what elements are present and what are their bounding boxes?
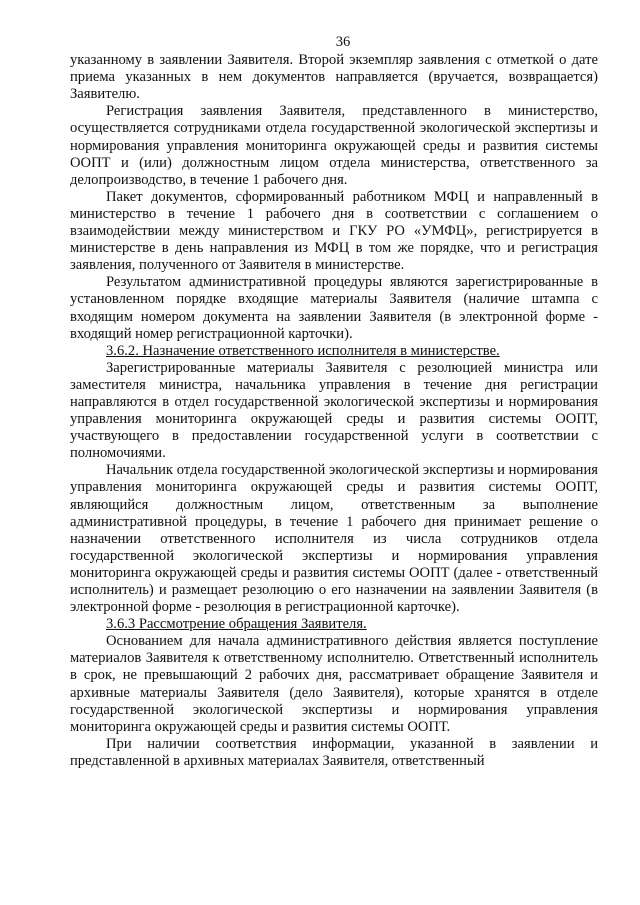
paragraph-registration: Регистрация заявления Заявителя, представленного в министерство, осуществляется сотрудниками отдела государственной экологической экспертизы и нормирования управления мониторинга окружающей среды и развития системы ООПТ и (или) должностным лицом отдела министерства, ответственного за делопроизводство, в течение 1 рабочего дня. <box>70 103 598 188</box>
section-heading-3-6-3: 3.6.3 Рассмотрение обращения Заявителя. <box>106 616 367 633</box>
paragraph-registered-materials: Зарегистрированные материалы Заявителя с резолюцией министра или заместителя министра, начальника управления в течение дня регистрации направляются в отдел государственной экологической экспертизы и нормирования управления мониторинга окружающей среды и развития системы ООПТ, участвующего в предоставлении государственной услуги в соответствии с полномочиями. <box>70 359 598 462</box>
paragraph-continuation: указанному в заявлении Заявителя. Второй экземпляр заявления с отметкой о дате приема указанных в нем документов направляется (вручается, возвращается) Заявителю. <box>70 52 598 103</box>
paragraph-correspondence: При наличии соответствия информации, указанной в заявлении и представленной в архивных материалах Заявителя, ответственный <box>70 735 598 769</box>
paragraph-procedure-result: Результатом административной процедуры являются зарегистрированные в установленном порядке входящие материалы Заявителя (наличие штампа с входящим номером документа на заявлении Заявителя (в электронной форме - входящий номер регистрационной карточки). <box>70 274 598 342</box>
paragraph-mfc-package: Пакет документов, сформированный работником МФЦ и направленный в министерство в течение 1 рабочего дня в соответствии с соглашением о взаимодействии между министерством и ГКУ РО «УМФЦ», регистрируется в министерстве в день направления из МФЦ в том же порядке, что и регистрация заявления, полученного от Заявителя в министерстве. <box>70 188 598 274</box>
page-number: 36 <box>335 34 351 50</box>
paragraph-basis: Основанием для начала административного действия является поступление материалов Заявителя к ответственному исполнителю. Ответственный исполнитель в срок, не превышающий 2 рабочих дня, рассматривает обращение Заявителя и архивные материалы Заявителя (дело Заявителя), которые хранятся в отделе государственной экологической экспертизы и нормирования управления мониторинга окружающей среды и развития системы ООПТ. <box>70 633 598 735</box>
document-page <box>70 34 598 770</box>
paragraph-department-head: Начальник отдела государственной экологической экспертизы и нормирования управления мониторинга окружающей среды и развития системы ООПТ, являющийся должностным лицом, ответственным за выполнение административной процедуры, в течение 1 рабочего дня принимает решение о назначении ответственного исполнителя из числа сотрудников отдела государственной экологической экспертизы и нормирования управления мониторинга окружающей среды и развития системы ООПТ (далее - ответственный исполнитель) и размещает резолюцию о его назначении на заявлении Заявителя (в электронной форме - резолюция в регистрационной карточке). <box>70 462 598 616</box>
section-heading-3-6-2: 3.6.2. Назначение ответственного исполнителя в министерстве. <box>106 342 500 359</box>
